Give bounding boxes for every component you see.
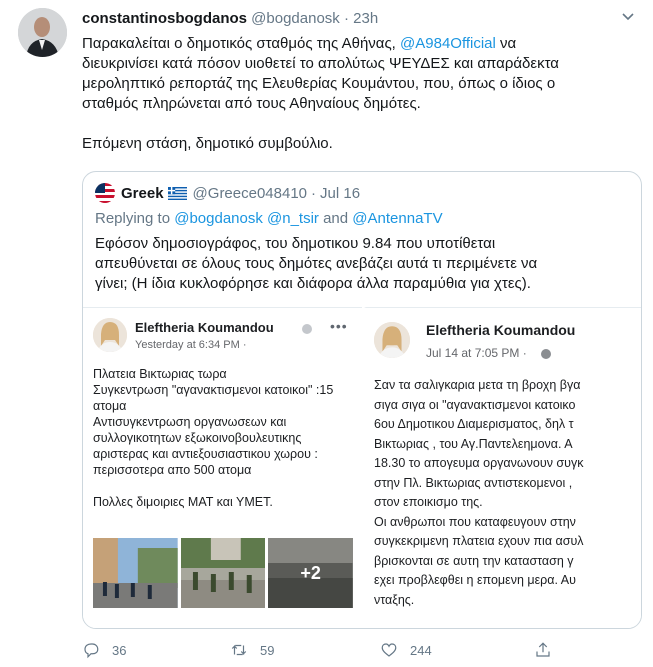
fb-post-body (374, 376, 584, 610)
fb-photo (181, 538, 266, 608)
chevron-down-icon[interactable] (617, 10, 639, 28)
retweet-button[interactable] (230, 641, 274, 659)
replying-to (95, 210, 443, 227)
quoted-author-handle: @Greece048410 (192, 184, 308, 202)
quoted-author-name: Greek (121, 184, 164, 202)
tweet-text-line: διευκρινίσει κατά πόσον υιοθετεί το απολύτως ΨΕΥΔΕΣ και απαράδεκτα (82, 55, 559, 72)
mention-link[interactable]: @A984Official (400, 35, 496, 52)
fb-post-line: αριστερας και αντιεξουσιαστικου χωρου : (93, 447, 318, 461)
retweet-icon (230, 641, 248, 659)
fb-post-line: Σαν τα σαλιγκαρια μετα τη βροχη βγα (374, 378, 581, 392)
author-name[interactable]: constantinosbogdanos (82, 10, 247, 27)
fb-post-line: Οι ανθρωποι που καταφευγουν στην (374, 514, 576, 529)
quoted-tweet[interactable] (82, 171, 642, 629)
like-count: 244 (410, 642, 432, 658)
fb-post-line: συγκεκριμενη πλατεια εχουν πια ασυλ (374, 534, 584, 548)
quoted-author-avatar (95, 183, 115, 203)
quoted-tweet-text (95, 234, 631, 294)
more-options-icon: ••• (330, 318, 348, 334)
attached-image-left[interactable] (83, 307, 362, 629)
tweet-header (82, 10, 633, 32)
fb-post-line: στον εποικισμο της. (374, 495, 483, 509)
tweet-time[interactable]: 23h (353, 10, 379, 27)
fb-avatar (374, 322, 410, 358)
tweet-text-line: σταθμός πληρώνεται από τους Αθηναίους δημότες. (82, 95, 421, 112)
fb-post-body (93, 366, 333, 510)
fb-post-line: βρισκονται σε αυτη την κατασταση γ (374, 553, 574, 568)
tweet-text-segment: να (495, 35, 517, 52)
tweet-text-line: μεροληπτικό ρεπορτάζ της Ελευθερίας Κουμάντου, που, όπως ο ίδιος ο (82, 75, 556, 92)
tweet-text-line (82, 34, 642, 54)
globe-icon (540, 347, 552, 365)
reply-mentions[interactable]: @bogdanosk @n_tsir (174, 210, 319, 227)
retweet-count: 59 (260, 642, 275, 658)
quoted-text-line: Εφόσον δημοσιογράφος, του δημοτικου 9.84 που υποτίθεται (95, 235, 496, 252)
fb-post-line: συλλογικοτητων εξωκοινοβουλευτικης (93, 431, 302, 445)
author-handle[interactable]: @bogdanosk (251, 10, 340, 27)
fb-post-line: ατομα (93, 399, 127, 413)
fb-author-name: Eleftheria Koumandou (135, 320, 274, 335)
like-button[interactable] (380, 641, 432, 659)
fb-post-date: Yesterday at 6:34 PM · (135, 339, 247, 351)
greece-flag-icon (168, 187, 187, 200)
fb-post-line: Αντισυγκεντρωση οργανωσεων και (93, 415, 287, 429)
fb-photo (93, 538, 178, 608)
fb-post-line: νταξης. (374, 592, 415, 607)
fb-post-line: σιγα σιγα οι "αγανακτισμενοι κατοικο (374, 397, 576, 412)
replying-to-and: and (318, 210, 353, 227)
reply-icon (82, 641, 100, 659)
fb-post-line: 6ου Δημοτικου Διαμερισματος, δηλ τ (374, 417, 574, 431)
replying-to-label: Replying to (95, 210, 175, 227)
fb-post-line: Συγκεντρωση "αγανακτισμενοι κατοικοι" :15 (93, 383, 334, 397)
more-photos-count: +2 (268, 538, 353, 608)
share-icon (534, 641, 552, 659)
fb-avatar (93, 318, 127, 352)
fb-post-line: εχει προβλεφθει η επομενη μερα. Αυ (374, 573, 576, 587)
fb-post-line (93, 478, 333, 494)
tweet-text-line: Επόμενη στάση, δημοτικό συμβούλιο. (82, 135, 333, 152)
fb-photo (268, 538, 353, 608)
reply-mention-last[interactable]: @AntennaTV (352, 210, 443, 227)
quoted-text-line: γίνει; (Η ίδια κυκλοφόρησε και διάφορα άλλα παραμύθια για χτες). (95, 275, 531, 292)
tweet-text (82, 34, 642, 154)
tweet-actions (82, 641, 562, 663)
quoted-tweet-header (95, 182, 360, 204)
share-button[interactable] (534, 641, 564, 659)
fb-post-line: Βικτωριας , του Αγ.Παντελεημονα. Α (374, 436, 573, 451)
fb-post-line: στην Πλ. Βικτωριας αντιστεκομενοι , (374, 475, 573, 490)
fb-post-line: Πλατεια Βικτωριας τωρα (93, 367, 227, 381)
quoted-tweet-date: Jul 16 (320, 184, 361, 202)
globe-icon (301, 322, 313, 340)
fb-post-line: Πολλες διμοιριες ΜΑΤ και ΥΜΕΤ. (93, 495, 273, 509)
quoted-text-line: απευθύνεται σε όλους τους δημότες ανεβάζει αυτά τι περιμένετε να (95, 255, 538, 272)
fb-post-date: Jul 14 at 7:05 PM · (426, 346, 527, 360)
attached-image-right[interactable] (364, 307, 642, 629)
heart-icon (380, 641, 398, 659)
fb-author-name: Eleftheria Koumandou (426, 322, 576, 338)
author-avatar[interactable] (18, 8, 67, 57)
reply-button[interactable] (82, 641, 126, 659)
header-separator: · (343, 10, 349, 27)
header-separator: · (311, 184, 317, 202)
tweet-text-segment: Παρακαλείται ο δημοτικός σταθμός της Αθήνας, (82, 35, 401, 52)
fb-photo-strip (93, 538, 353, 608)
fb-post-line: 18.30 το απογευμα οργανωνουν συγκ (374, 456, 584, 470)
fb-post-line: περισσοτερα απο 500 ατομα (93, 463, 252, 477)
reply-count: 36 (112, 642, 127, 658)
